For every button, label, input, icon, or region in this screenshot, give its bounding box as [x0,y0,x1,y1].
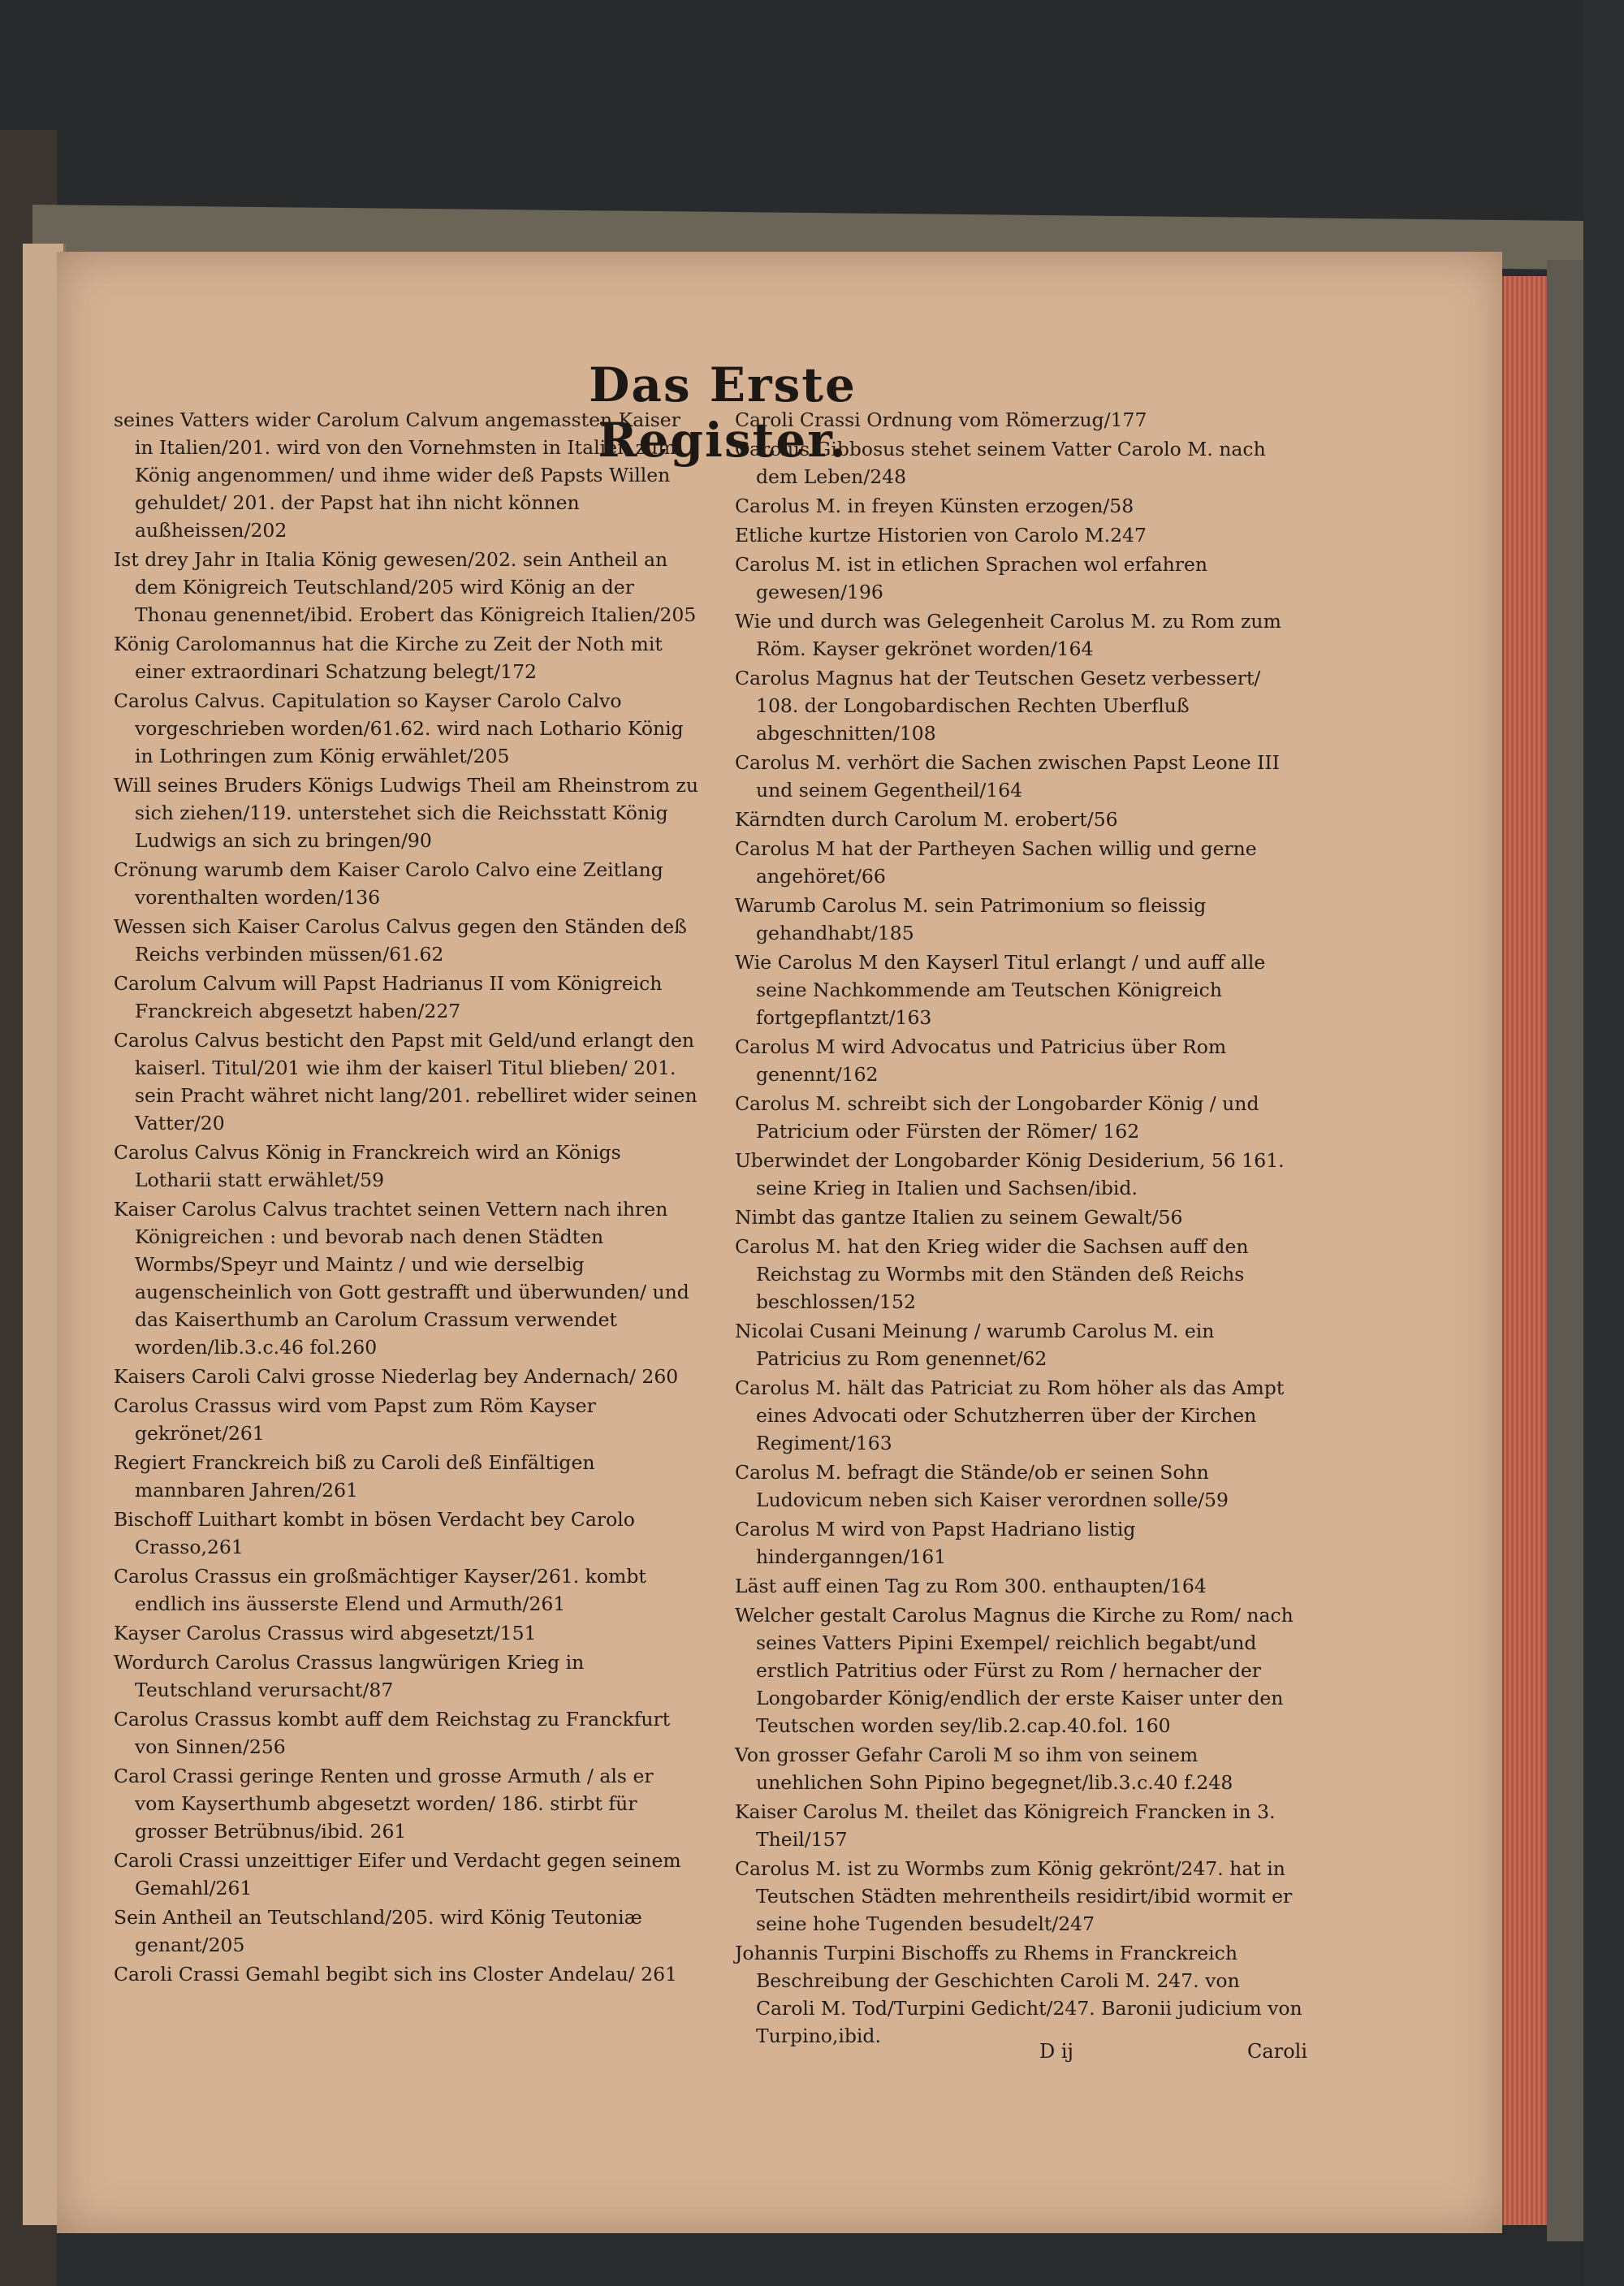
register-entry: Welcher gestalt Carolus Magnus die Kirche zu Rom/ nach seines Vatters Pipini Exempel/ reichlich begabt/und erstlich Patritius oder Fürst zu Rom / hernacher der Longobarder König/endlich der erste Kaiser unter den Teutschen worden sey/lib.2.cap.40.fol. 160 [735,1604,1294,1737]
right-column [735,406,1303,2051]
register-entry: Warumb Carolus M. sein Patrimonium so fleissig gehandhabt/185 [735,894,1207,944]
register-entry: Carolus Calvus besticht den Papst mit Geld/und erlangt den kaiserl. Titul/201 wie ihm der kaiserl Titul blieben/ 201. sein Pracht währet nicht lang/201. rebelliret wider seinen Vatter/20 [114,1029,698,1134]
page-block-edge [1502,276,1548,2225]
page-footer [1039,2040,1307,2063]
register-entry: Regiert Franckreich biß zu Caroli deß Einfältigen mannbaren Jahren/261 [114,1451,595,1502]
left-column [114,406,698,1990]
register-entry: Carolus M. in freyen Künsten erzogen/58 [735,495,1134,517]
book-spine-side [1547,260,1583,2241]
register-entry: seines Vatters wider Carolum Calvum angemassten Kaiser in Italien/201. wird von den Vornehmsten in Italien zum König angenommen/ und ihme wider deß Papsts Willen gehuldet/ 201. der Papst hat ihn nicht können außheissen/202 [114,408,680,542]
register-entry: Kaiser Carolus M. theilet das Königreich Francken in 3. Theil/157 [735,1800,1276,1851]
register-entry: Carolus Calvus. Capitulation so Kayser Carolo Calvo vorgeschrieben worden/61.62. wird nach Lothario König in Lothringen zum König erwählet/205 [114,689,684,767]
signature-mark: D ij [1039,2040,1073,2063]
register-entry: Wordurch Carolus Crassus langwürigen Krieg in Teutschland verursacht/87 [114,1651,585,1701]
register-entry: Sein Antheil an Teutschland/205. wird König Teutoniæ genant/205 [114,1906,642,1956]
register-entry: Carolus M. schreibt sich der Longobarder König / und Patricium oder Fürsten der Römer/ 162 [735,1092,1259,1143]
register-entry: Läst auff einen Tag zu Rom 300. enthaupten/164 [735,1575,1207,1597]
register-entry: Nicolai Cusani Meinung / warumb Carolus M. ein Patricius zu Rom genennet/62 [735,1320,1215,1370]
register-entry: Caroli Crassi Gemahl begibt sich ins Closter Andelau/ 261 [114,1963,678,1986]
register-entry: Crönung warumb dem Kaiser Carolo Calvo eine Zeitlang vorenthalten worden/136 [114,858,663,909]
register-entry: Carolus Gibbosus stehet seinem Vatter Carolo M. nach dem Leben/248 [735,438,1266,488]
register-entry: Carolus M. befragt die Stände/ob er seinen Sohn Ludovicum neben sich Kaiser verordnen solle/59 [735,1461,1229,1511]
register-entry: Nimbt das gantze Italien zu seinem Gewalt/56 [735,1206,1183,1229]
register-entry: Bischoff Luithart kombt in bösen Verdacht bey Carolo Crasso,261 [114,1508,635,1558]
register-entry: Carolus M. verhört die Sachen zwischen Papst Leone III und seinem Gegentheil/164 [735,751,1280,802]
register-entry: Carolus M hat der Partheyen Sachen willig und gerne angehöret/66 [735,837,1257,888]
register-entry: Kärndten durch Carolum M. erobert/56 [735,808,1118,831]
register-entry: Carolus M wird Advocatus und Patricius über Rom genennt/162 [735,1035,1227,1086]
register-entry: Johannis Turpini Bischoffs zu Rhems in Franckreich Beschreibung der Geschichten Caroli M. 247. von Caroli M. Tod/Turpini Gedicht/247. Baronii judicium von Turpino,ibid. [735,1942,1302,2047]
register-entry: Carol Crassi geringe Renten und grosse Armuth / als er vom Kayserthumb abgesetzt worden/ 186. stirbt für grosser Betrübnus/ibid. 261 [114,1765,654,1843]
register-entry: Carolum Calvum will Papst Hadrianus II vom Königreich Franckreich abgesetzt haben/227 [114,972,663,1022]
register-entry: Carolus Calvus König in Franckreich wird an Königs Lotharii statt erwählet/59 [114,1141,621,1191]
register-entry: König Carolomannus hat die Kirche zu Zeit der Noth mit einer extraordinari Schatzung belegt/172 [114,633,663,683]
register-entry: Wie Carolus M den Kayserl Titul erlangt / und auff alle seine Nachkommende am Teutschen Königreich fortgepflantzt/163 [735,951,1266,1029]
register-entry: Carolus M. hat den Krieg wider die Sachsen auff den Reichstag zu Wormbs mit den Ständen deß Reichs beschlossen/152 [735,1235,1249,1313]
background-right [1583,0,1624,2286]
register-entry: Carolus M. hält das Patriciat zu Rom höher als das Ampt eines Advocati oder Schutzherren über der Kirchen Regiment/163 [735,1376,1285,1454]
register-entry: Kaisers Caroli Calvi grosse Niederlag bey Andernach/ 260 [114,1365,679,1388]
register-entry: Etliche kurtze Historien von Carolo M.247 [735,524,1147,547]
page-title: Das Erste Register. [589,357,857,468]
register-entry: Carolus Crassus kombt auff dem Reichstag zu Franckfurt von Sinnen/256 [114,1708,671,1758]
register-entry: Carolus Magnus hat der Teutschen Gesetz verbessert/ 108. der Longobardischen Rechten Uberfluß abgeschnitten/108 [735,667,1261,745]
register-entry: Carolus Crassus wird vom Papst zum Röm Kayser gekrönet/261 [114,1394,596,1445]
register-entry: Will seines Bruders Königs Ludwigs Theil am Rheinstrom zu sich ziehen/119. unterstehet sich die Reichsstatt König Ludwigs an sich zu bringen/90 [114,774,698,852]
register-entry: Kayser Carolus Crassus wird abgesetzt/151 [114,1622,537,1644]
register-entry: Caroli Crassi unzeittiger Eifer und Verdacht gegen seinem Gemahl/261 [114,1849,681,1899]
register-entry: Kaiser Carolus Calvus trachtet seinen Vettern nach ihren Königreichen : und bevorab nach denen Städten Wormbs/Speyr und Maintz / und wie derselbig augenscheinlich von Gott gestrafft und überwunden/ und das Kaiserthumb an Carolum Crassum verwendet worden/lib.3.c.46 fol.260 [114,1198,689,1359]
register-entry: Wessen sich Kaiser Carolus Calvus gegen den Ständen deß Reichs verbinden müssen/61.62 [114,915,687,966]
register-entry: Carolus M. ist zu Wormbs zum König gekrönt/247. hat in Teutschen Städten mehrentheils residirt/ibid wormit er seine hohe Tugenden besudelt/247 [735,1857,1293,1935]
register-entry: Carolus M. ist in etlichen Sprachen wol erfahren gewesen/196 [735,553,1208,603]
register-entry: Wie und durch was Gelegenheit Carolus M. zu Rom zum Röm. Kayser gekrönet worden/164 [735,610,1281,660]
register-entry: Caroli Crassi Ordnung vom Römerzug/177 [735,408,1147,431]
register-entry: Uberwindet der Longobarder König Desiderium, 56 161. seine Krieg in Italien und Sachsen/ibid. [735,1149,1285,1199]
register-entry: Ist drey Jahr in Italia König gewesen/202. sein Antheil an dem Königreich Teutschland/205 wird König an der Thonau genennet/ibid. Erobert das Königreich Italien/205 [114,548,697,626]
register-entry: Carolus M wird von Papst Hadriano listig hinderganngen/161 [735,1518,1136,1568]
catchword: Caroli [1247,2040,1307,2063]
register-entry: Carolus Crassus ein großmächtiger Kayser/261. kombt endlich ins äusserste Elend und Armuth/261 [114,1565,646,1615]
register-entry: Von grosser Gefahr Caroli M so ihm von seinem unehlichen Sohn Pipino begegnet/lib.3.c.40 f.248 [735,1744,1233,1794]
